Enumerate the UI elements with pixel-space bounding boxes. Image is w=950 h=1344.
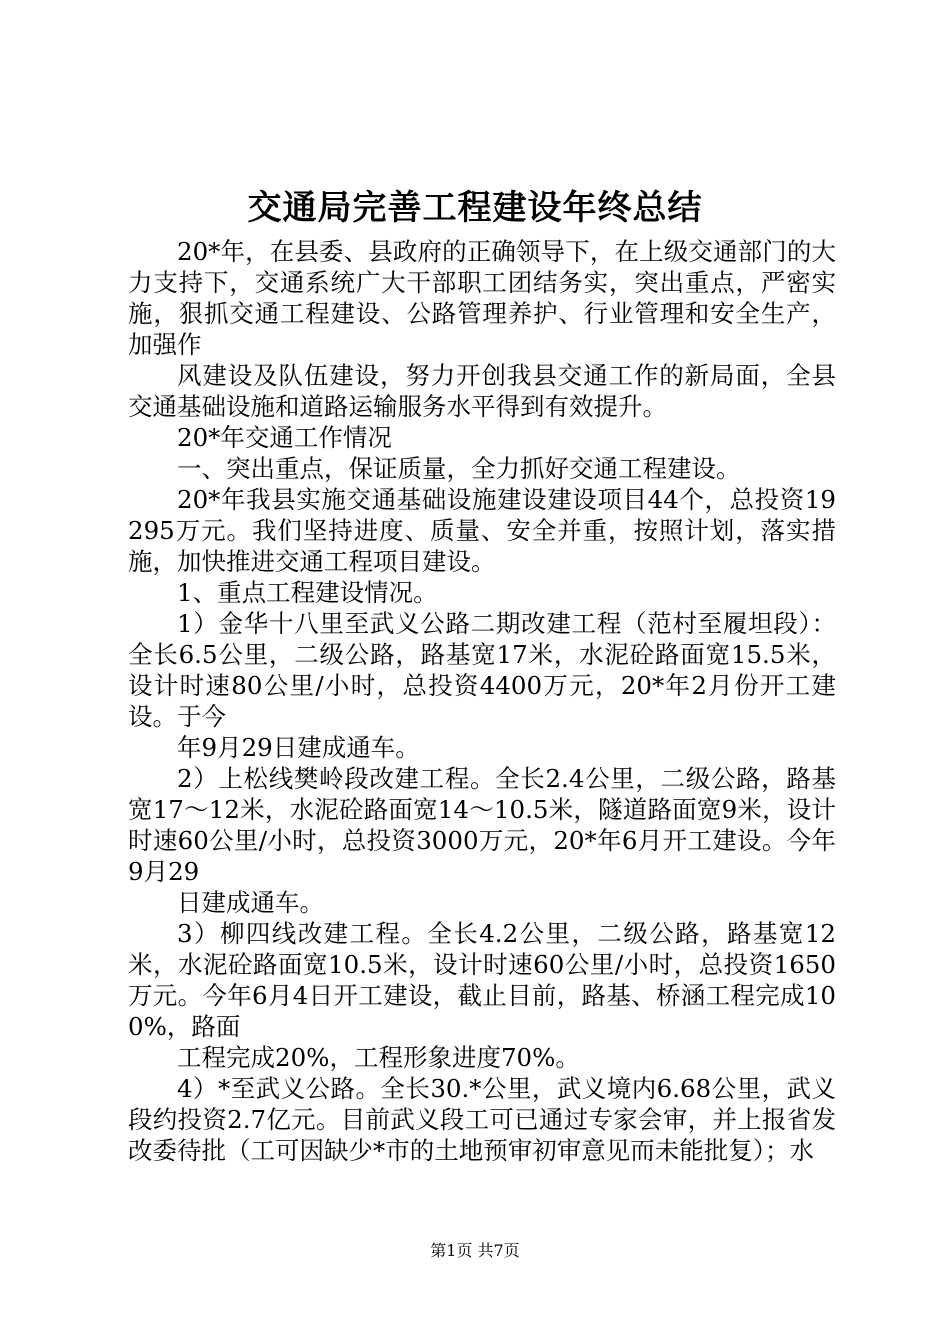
paragraph: 2）上松线樊岭段改建工程。全长2.4公里，二级公路，路基宽17～12米，水泥砼路面宽14～10.5米，隧道路面宽9米，设计时速60公里/小时，总投资3000万元，20*年6月开工建设。今年9月29 — [128, 764, 836, 886]
paragraph: 风建设及队伍建设，努力开创我县交通工作的新局面，全县交通基础设施和道路运输服务水平得到有效提升。 — [128, 361, 836, 421]
paragraph: 20*年交通工作情况 — [177, 423, 392, 452]
page-number-footer: 第1页 共7页 — [430, 1241, 520, 1260]
paragraph: 20*年我县实施交通基础设施建设建设项目44个，总投资19295万元。我们坚持进度、质量、安全并重，按照计划，落实措施，加快推进交通工程项目建设。 — [128, 485, 836, 576]
paragraph: 3）柳四线改建工程。全长4.2公里，二级公路，路基宽12米，水泥砼路面宽10.5米，设计时速60公里/小时，总投资1650万元。今年6月4日开工建设，截止目前，路基、桥涵工程完成100%，路面 — [128, 919, 836, 1041]
document-title: 交通局完善工程建设年终总结 — [247, 188, 703, 228]
paragraph: 一、突出重点，保证质量，全力抓好交通工程建设。 — [177, 454, 741, 483]
paragraph: 20*年，在县委、县政府的正确领导下，在上级交通部门的大力支持下，交通系统广大干部职工团结务实，突出重点，严密实施，狠抓交通工程建设、公路管理养护、行业管理和安全生产，加强作 — [128, 237, 836, 359]
paragraph: 1）金华十八里至武义公路二期改建工程（范村至履坦段）：全长6.5公里，二级公路，路基宽17米，水泥砼路面宽15.5米，设计时速80公里/小时，总投资4400万元，20*年2月份开工建设。于今 — [128, 609, 836, 731]
paragraph: 4）*至武义公路。全长30.*公里，武义境内6.68公里，武义段约投资2.7亿元。目前武义段工可已通过专家会审，并上报省发改委待批（工可因缺少*市的土地预审初审意见而未能批复）；水 — [128, 1074, 836, 1165]
paragraph: 工程完成20%，工程形象进度70%。 — [177, 1043, 580, 1072]
paragraph: 日建成通车。 — [177, 888, 324, 917]
paragraph: 年9月29日建成通车。 — [177, 733, 420, 762]
document-body — [128, 236, 836, 1166]
paragraph: 1、重点工程建设情况。 — [177, 578, 438, 607]
